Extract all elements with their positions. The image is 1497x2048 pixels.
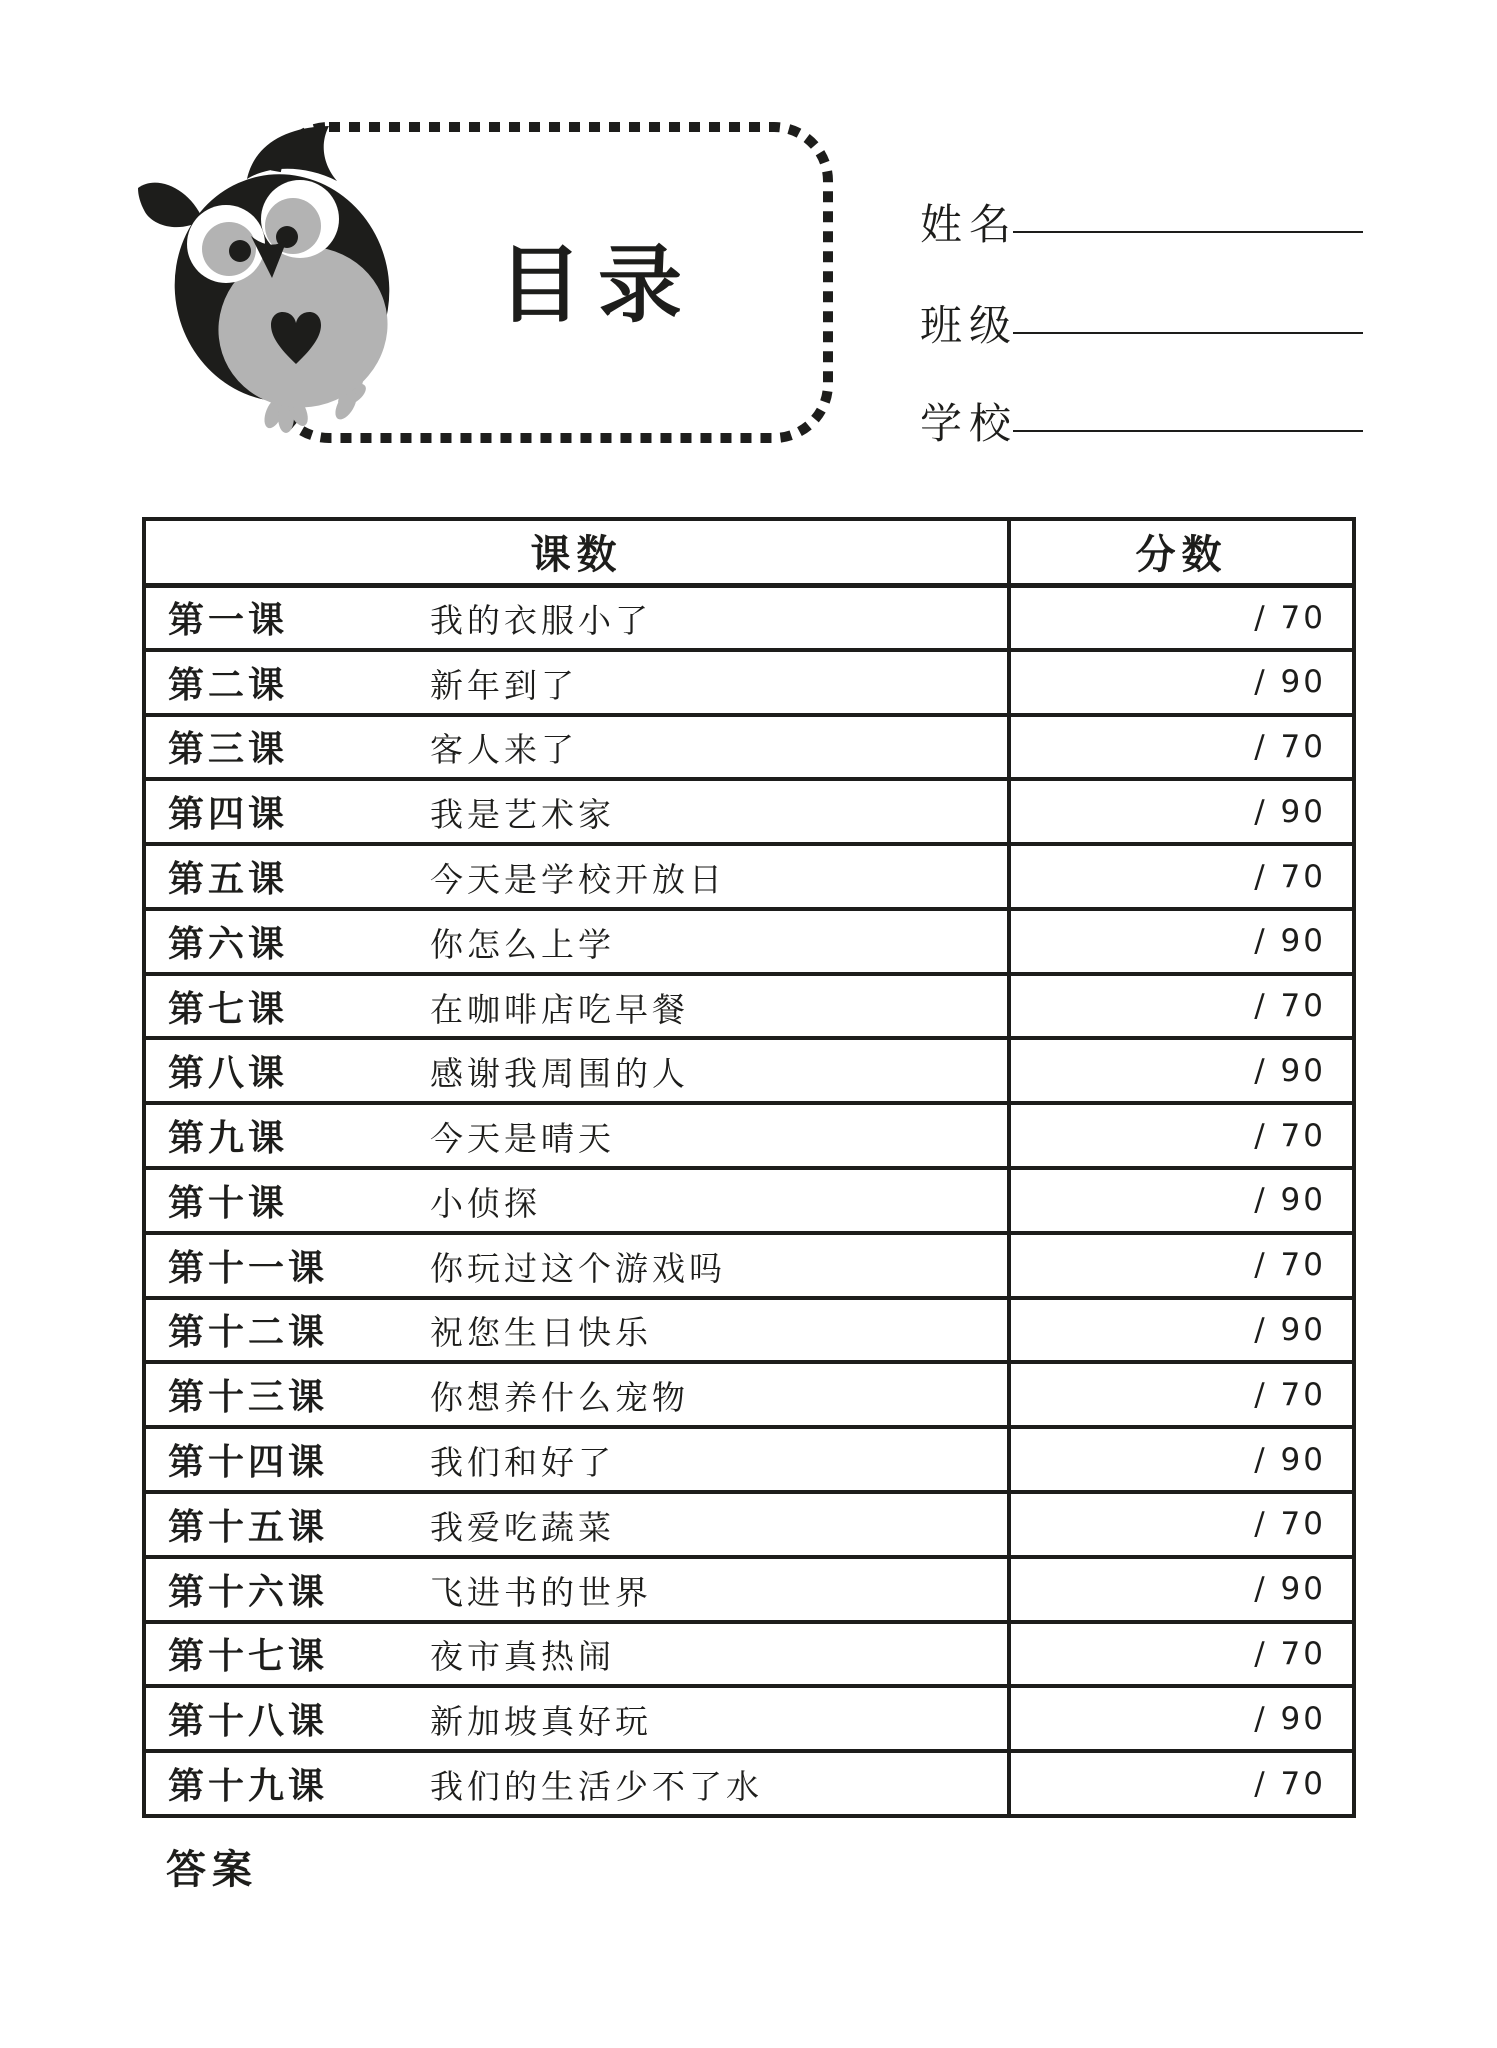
table-row	[144, 1362, 1354, 1427]
lesson-cell	[144, 1038, 1009, 1103]
table-row	[144, 844, 1354, 909]
table-row	[144, 1168, 1354, 1233]
score-cell: / 90	[1009, 1038, 1354, 1103]
table-row	[144, 1492, 1354, 1557]
lesson-number: 第一课	[168, 599, 289, 641]
lesson-cell	[144, 650, 1009, 715]
lesson-title: 你怎么上学	[430, 927, 615, 964]
score-cell: / 90	[1009, 1427, 1354, 1492]
owl-ear-icon	[138, 183, 203, 228]
lesson-title: 我是艺术家	[430, 798, 615, 835]
toc-table	[142, 517, 1356, 1818]
score-cell: / 90	[1009, 1298, 1354, 1363]
lesson-title: 飞进书的世界	[430, 1575, 652, 1612]
name-field-blank-line	[1013, 231, 1363, 233]
answers-label: 答案	[166, 1848, 258, 1892]
table-row	[144, 1038, 1354, 1103]
lesson-cell	[144, 1686, 1009, 1751]
lesson-cell	[144, 1362, 1009, 1427]
table-row	[144, 715, 1354, 780]
lesson-title: 你想养什么宠物	[430, 1381, 689, 1418]
lesson-title: 新加坡真好玩	[430, 1705, 652, 1742]
lesson-cell	[144, 715, 1009, 780]
score-cell: / 70	[1009, 844, 1354, 909]
lesson-cell	[144, 1298, 1009, 1363]
score-cell: / 70	[1009, 1233, 1354, 1298]
lesson-title: 小侦探	[430, 1186, 541, 1223]
owl-eye-icon	[187, 205, 265, 283]
toc-header-score: 分数	[1009, 519, 1354, 585]
lesson-title: 感谢我周围的人	[430, 1057, 689, 1094]
lesson-cell	[144, 779, 1009, 844]
lesson-cell	[144, 909, 1009, 974]
score-cell: / 70	[1009, 1362, 1354, 1427]
school-field-blank-line	[1013, 430, 1363, 432]
table-row	[144, 650, 1354, 715]
table-row	[144, 909, 1354, 974]
lesson-title: 在咖啡店吃早餐	[430, 992, 689, 1029]
score-cell: / 90	[1009, 1168, 1354, 1233]
lesson-number: 第十七课	[168, 1635, 329, 1677]
lesson-cell	[144, 1622, 1009, 1687]
lesson-cell	[144, 1557, 1009, 1622]
table-row	[144, 1233, 1354, 1298]
lesson-number: 第八课	[168, 1052, 289, 1094]
lesson-number: 第十四课	[168, 1441, 329, 1483]
lesson-title: 我爱吃蔬菜	[430, 1510, 615, 1547]
score-cell: / 70	[1009, 585, 1354, 650]
name-field	[920, 192, 1365, 249]
score-cell: / 70	[1009, 1492, 1354, 1557]
lesson-title: 祝您生日快乐	[430, 1316, 652, 1353]
table-row	[144, 1622, 1354, 1687]
school-field	[920, 391, 1365, 448]
lesson-cell	[144, 1103, 1009, 1168]
lesson-title: 新年到了	[430, 668, 578, 705]
score-cell: / 90	[1009, 1686, 1354, 1751]
lesson-title: 我们的生活少不了水	[430, 1770, 763, 1807]
lesson-number: 第六课	[168, 922, 289, 964]
table-row	[144, 974, 1354, 1039]
score-cell: / 90	[1009, 1557, 1354, 1622]
lesson-cell	[144, 1427, 1009, 1492]
lesson-cell	[144, 1168, 1009, 1233]
toc-header-lesson: 课数	[144, 519, 1009, 585]
lesson-cell	[144, 974, 1009, 1039]
lesson-cell	[144, 585, 1009, 650]
class-field	[920, 293, 1365, 350]
page-title: 目录	[498, 238, 699, 332]
lesson-number: 第五课	[168, 858, 289, 900]
lesson-title: 我们和好了	[430, 1446, 615, 1483]
lesson-number: 第十五课	[168, 1505, 329, 1547]
lesson-number: 第十六课	[168, 1570, 329, 1612]
score-cell: / 90	[1009, 909, 1354, 974]
owl-mascot-icon	[100, 120, 440, 460]
lesson-number: 第十八课	[168, 1700, 329, 1742]
name-field-label: 姓名	[920, 203, 1019, 249]
class-field-label: 班级	[920, 304, 1019, 350]
table-row	[144, 1557, 1354, 1622]
score-cell: / 70	[1009, 974, 1354, 1039]
score-cell: / 70	[1009, 1751, 1354, 1816]
school-field-label: 学校	[920, 402, 1019, 448]
table-row	[144, 585, 1354, 650]
lesson-number: 第十一课	[168, 1246, 329, 1288]
lesson-title: 今天是晴天	[430, 1122, 615, 1159]
score-cell: / 70	[1009, 715, 1354, 780]
score-cell: / 90	[1009, 779, 1354, 844]
lesson-number: 第九课	[168, 1117, 289, 1159]
table-row	[144, 779, 1354, 844]
lesson-title: 今天是学校开放日	[430, 863, 726, 900]
lesson-number: 第四课	[168, 793, 289, 835]
lesson-number: 第七课	[168, 987, 289, 1029]
score-cell: / 70	[1009, 1103, 1354, 1168]
score-cell: / 70	[1009, 1622, 1354, 1687]
lesson-cell	[144, 1492, 1009, 1557]
lesson-cell	[144, 844, 1009, 909]
table-row	[144, 1427, 1354, 1492]
lesson-number: 第十课	[168, 1181, 289, 1223]
table-row	[144, 1686, 1354, 1751]
lesson-number: 第十三课	[168, 1376, 329, 1418]
lesson-title: 客人来了	[430, 733, 578, 770]
class-field-blank-line	[1013, 332, 1363, 334]
lesson-title: 我的衣服小了	[430, 604, 652, 641]
lesson-number: 第二课	[168, 663, 289, 705]
table-row	[144, 1751, 1354, 1816]
lesson-cell	[144, 1233, 1009, 1298]
toc-header-row	[144, 519, 1354, 585]
table-row	[144, 1298, 1354, 1363]
lesson-number: 第三课	[168, 728, 289, 770]
owl-ear-icon	[247, 126, 337, 181]
lesson-number: 第十二课	[168, 1311, 329, 1353]
lesson-title: 你玩过这个游戏吗	[430, 1251, 726, 1288]
score-cell: / 90	[1009, 650, 1354, 715]
lesson-cell	[144, 1751, 1009, 1816]
lesson-number: 第十九课	[168, 1765, 329, 1807]
table-row	[144, 1103, 1354, 1168]
lesson-title: 夜市真热闹	[430, 1640, 615, 1677]
